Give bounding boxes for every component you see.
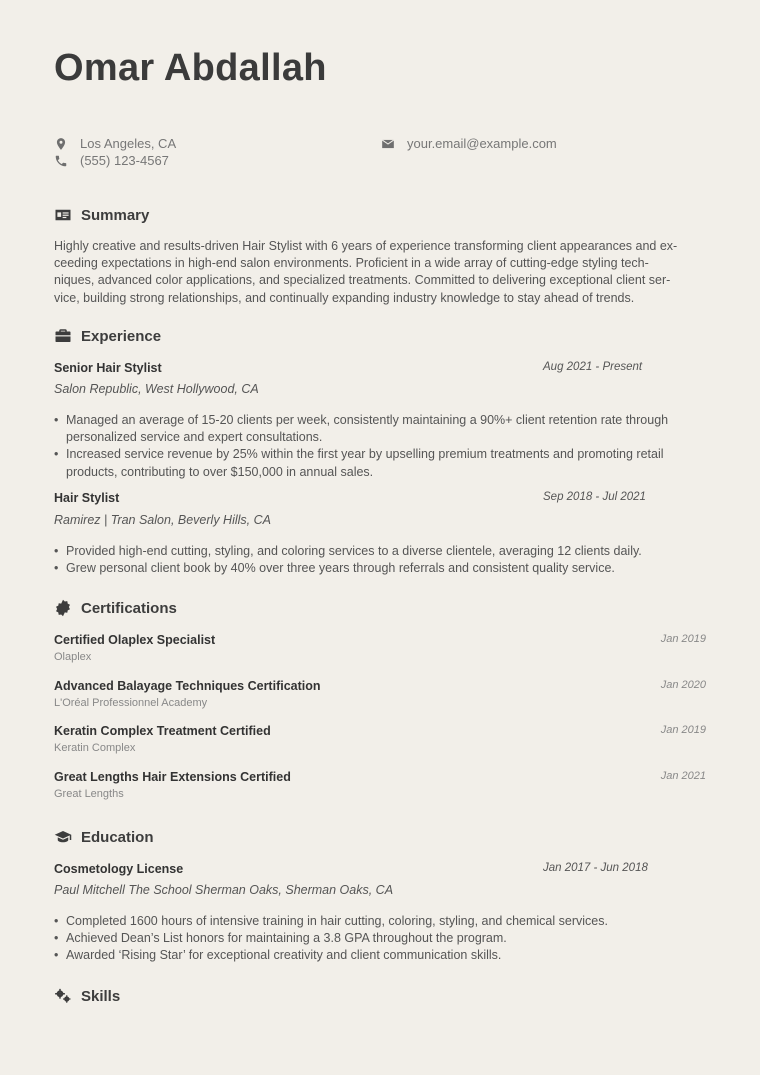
job-title: Senior Hair Stylist bbox=[54, 361, 162, 375]
certifications-heading-text: Certifications bbox=[81, 599, 177, 617]
location-text: Los Angeles, CA bbox=[80, 136, 177, 151]
certifications-heading bbox=[54, 599, 177, 617]
summary-line: vice, building strong relationships, and continually expanding industry knowledge to stay ahead of trends. bbox=[54, 290, 635, 305]
contact-phone bbox=[54, 153, 169, 169]
contact-location bbox=[54, 136, 176, 152]
cert-date: Jan 2019 bbox=[660, 724, 706, 736]
contact-email bbox=[381, 136, 557, 152]
summary-heading bbox=[54, 206, 149, 224]
bullet-item: • Increased service revenue by 25% within the first year by upselling premium treatments and promoting retail products, contributing to over $150,000 in annual sales. bbox=[54, 446, 704, 480]
bullet-item: • Achieved Dean’s List honors for maintaining a 3.8 GPA throughout the program. bbox=[54, 930, 704, 947]
job-date: Sep 2018 - Jul 2021 bbox=[543, 491, 646, 503]
cert-date: Jan 2021 bbox=[660, 770, 706, 782]
bullet-item: • Completed 1600 hours of intensive training in hair cutting, coloring, styling, and chemical services. bbox=[54, 913, 704, 930]
education-title: Cosmetology License bbox=[54, 862, 184, 876]
experience-heading-text: Experience bbox=[81, 327, 162, 345]
cert-issuer: Keratin Complex bbox=[54, 742, 136, 754]
cert-date: Jan 2019 bbox=[660, 633, 706, 645]
cert-issuer: L'Oréal Professionnel Academy bbox=[54, 697, 208, 709]
job-company: Salon Republic, West Hollywood, CA bbox=[54, 382, 259, 396]
phone-icon bbox=[54, 154, 68, 168]
education-heading bbox=[54, 828, 154, 846]
id-card-icon bbox=[54, 206, 72, 224]
job-title: Hair Stylist bbox=[54, 491, 120, 505]
education-bullets bbox=[54, 913, 704, 965]
bullet-item: • Managed an average of 15-20 clients per week, consistently maintaining a 90%+ client retention rate through personalized service and expert consultations. bbox=[54, 412, 704, 446]
cert-name: Certified Olaplex Specialist bbox=[54, 633, 216, 647]
job-company: Ramirez | Tran Salon, Beverly Hills, CA bbox=[54, 513, 271, 527]
cert-name: Great Lengths Hair Extensions Certified bbox=[54, 770, 291, 784]
email-text[interactable]: your.email@example.com bbox=[407, 136, 557, 151]
cert-date: Jan 2020 bbox=[660, 679, 706, 691]
bullet-item: • Provided high-end cutting, styling, and coloring services to a diverse clientele, averaging 12 clients daily. bbox=[54, 543, 704, 560]
bullet-item: • Awarded ‘Rising Star’ for exceptional creativity and client communication skills. bbox=[54, 947, 704, 964]
bullet-item: • Grew personal client book by 40% over three years through referrals and consistent quality service. bbox=[54, 560, 704, 577]
cert-issuer: Great Lengths bbox=[54, 788, 124, 800]
experience-heading bbox=[54, 327, 161, 345]
cert-issuer: Olaplex bbox=[54, 651, 92, 663]
summary-heading-text: Summary bbox=[81, 206, 150, 224]
education-heading-text: Education bbox=[81, 828, 154, 846]
phone-text: (555) 123-4567 bbox=[80, 153, 169, 168]
education-school: Paul Mitchell The School Sherman Oaks, Sherman Oaks, CA bbox=[54, 883, 394, 897]
education-date: Jan 2017 - Jun 2018 bbox=[543, 862, 648, 874]
briefcase-icon bbox=[54, 327, 72, 345]
map-pin-icon bbox=[54, 137, 68, 151]
summary-line: niques, advanced color applications, and specialized treatments. Committed to delivering exceptional client ser- bbox=[54, 273, 671, 288]
gears-icon bbox=[54, 987, 72, 1005]
skills-heading-text: Skills bbox=[81, 987, 121, 1005]
job-date: Aug 2021 - Present bbox=[543, 361, 643, 373]
cert-name: Keratin Complex Treatment Certified bbox=[54, 724, 271, 738]
skills-heading bbox=[54, 987, 120, 1005]
summary-text bbox=[54, 238, 709, 307]
job-bullets bbox=[54, 543, 704, 577]
candidate-name: Omar Abdallah bbox=[54, 47, 327, 89]
summary-line: ceeding expectations in high-end salon environments. Proficient in a wide array of cutting-edge styling tech- bbox=[54, 256, 649, 271]
certificate-badge-icon bbox=[54, 599, 72, 617]
graduation-cap-icon bbox=[54, 828, 72, 846]
cert-name: Advanced Balayage Techniques Certification bbox=[54, 679, 321, 693]
summary-line: Highly creative and results-driven Hair Stylist with 6 years of experience transforming client appearances and ex- bbox=[54, 239, 678, 253]
envelope-icon bbox=[381, 137, 395, 151]
job-bullets bbox=[54, 412, 704, 481]
